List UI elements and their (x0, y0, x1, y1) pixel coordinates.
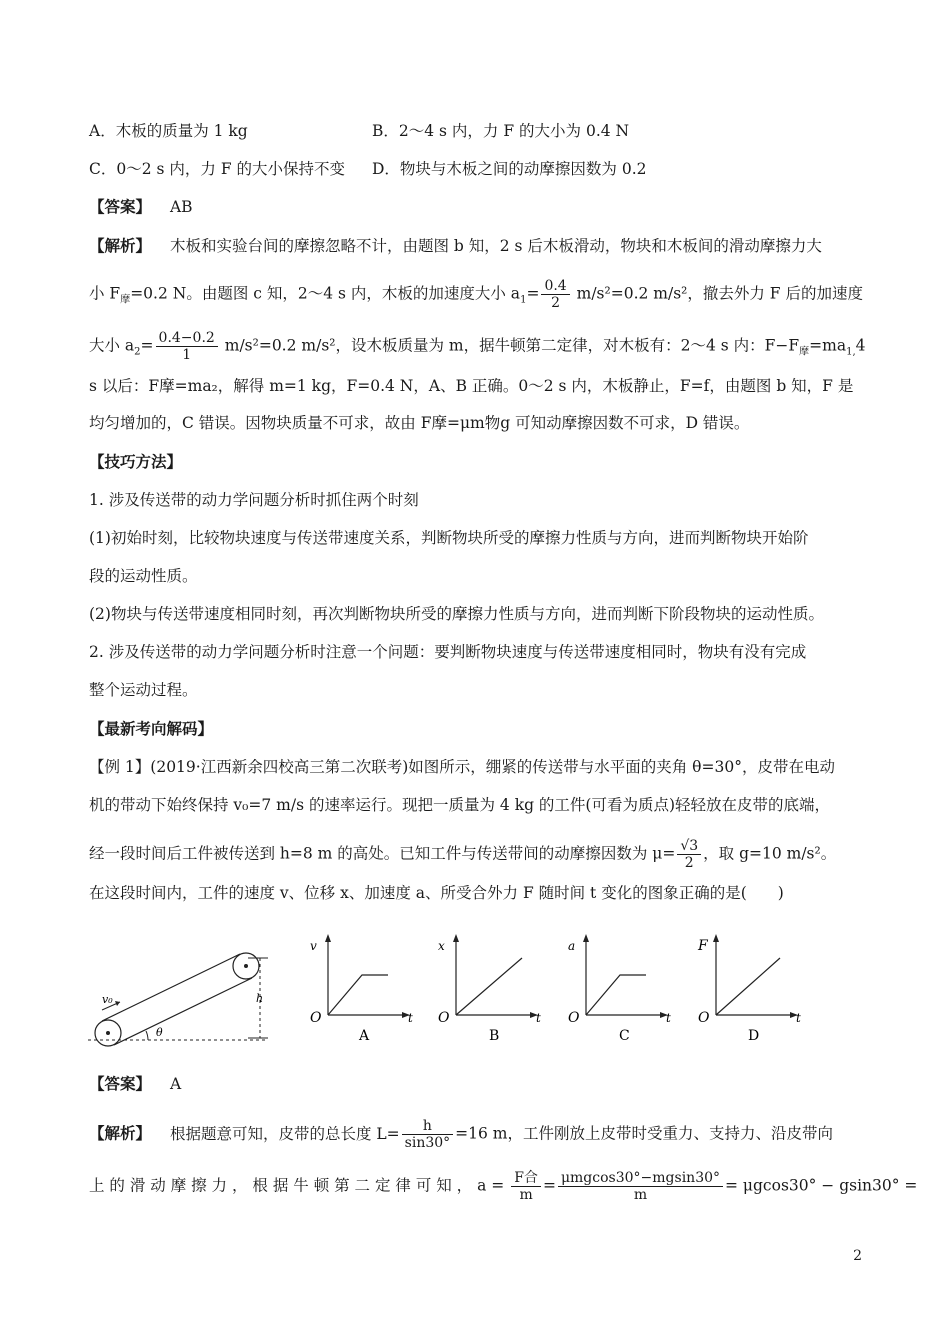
example-line-2: 机的带动下始终保持 v₀=7 m/s 的速率运行。现把一质量为 4 kg 的工件(可看为质点)轻轻放在皮带的底端， (89, 796, 831, 814)
example-line-4: 在这段时间内，工件的速度 v、位移 x、加速度 a、所受合外力 F 随时间 t 变化的图象正确的是( ) (89, 884, 784, 902)
v0-label: v₀ (102, 993, 113, 1006)
frac-num: 0.4 (541, 278, 569, 295)
analysis-text: =16 m，工件刚放上皮带时受重力、支持力、沿皮带向 (455, 1124, 834, 1143)
analysis-text: 小 F (89, 284, 121, 303)
analysis-1-line-2: 小 $F_摩=0.2$ N。由题图 c 知，2～4 s 内，木板的加速度大小 $a_1=$ $\frac{0.4}{2}$ m/s²=0.2 m/s²，撤去外力 F 后的加速度 (89, 278, 863, 311)
graph-c (568, 934, 671, 1044)
latest-heading: 【最新考向解码】 (89, 719, 214, 738)
example-line-3 (89, 838, 836, 871)
answer-value: AB (169, 198, 193, 216)
frac-num: h (402, 1118, 454, 1135)
analysis-text: 4 (855, 336, 866, 355)
frac-den: m (633, 1187, 648, 1203)
graph-b-xlabel: t (536, 1011, 541, 1025)
graph-a-curve (328, 975, 388, 1015)
option-b: B．2～4 s 内，力 F 的大小为 0.4 N (372, 122, 630, 140)
analysis-2-line-1 (89, 1118, 833, 1151)
analysis-text: 大小 a (89, 336, 135, 355)
analysis-1-line-5: 均匀增加的，C 错误。因物块质量不可求，故由 F摩=μm物g 可知动摩擦因数不可求，D 错误。 (89, 414, 750, 432)
analysis-label: 【解析】 (89, 1123, 152, 1143)
graph-d-xlabel: t (796, 1011, 801, 1025)
tips-p2a: (1)初始时刻，比较物块速度与传送带速度关系，判断物块所受的摩擦力性质与方向，进而判断物块开始阶 (89, 529, 809, 547)
analysis-2-line-2 (89, 1170, 917, 1203)
option-d: D．物块与木板之间的动摩擦因数为 0.2 (372, 160, 647, 178)
example-text: ，取 g=10 m/s²。 (703, 844, 837, 863)
fraction-mu (677, 838, 701, 871)
graph-b-caption: B (489, 1028, 500, 1044)
conveyor-belt-diagram (88, 953, 268, 1046)
analysis-text: 上 的 滑 动 摩 擦 力 ， 根 据 牛 顿 第 二 定 律 可 知 ， a = (89, 1176, 505, 1195)
example-figure (88, 930, 828, 1050)
tips-p4a: 2. 涉及传送带的动力学问题分析时注意一个问题：要判断物块速度与传送带速度相同时，物块有没有完成 (89, 643, 807, 661)
frac-den: 1 (182, 347, 192, 363)
analysis-text: 根据题意可知，皮带的总长度 L= (169, 1124, 400, 1143)
example-line-1: 【例 1】(2019·江西新余四校高三第二次联考)如图所示，绷紧的传送带与水平面的夹角 θ=30°，皮带在电动 (89, 758, 835, 776)
analysis-1-line-3: 大小 $a_2=$ $\frac{0.4-0.2}{1}$ m/s²=0.2 m/s²，设木板质量为 m，据牛顿第二定律，对木板有：2～4 s 内：$F-F_摩=ma_{1,}4$ (89, 330, 866, 363)
h-label: h (256, 992, 264, 1005)
analysis-1-line-1 (89, 235, 822, 257)
graph-c-origin: O (568, 1010, 580, 1026)
graph-a-origin: O (310, 1010, 322, 1026)
fraction-a (511, 1170, 541, 1203)
graph-a-xlabel: t (408, 1011, 413, 1025)
option-a: A．木板的质量为 1 kg (89, 122, 248, 140)
frac-den: sin30° (404, 1135, 451, 1151)
graph-d-curve (716, 958, 780, 1015)
tips-p3: (2)物块与传送带速度相同时刻，再次判断物块所受的摩擦力性质与方向，进而判断下阶段物块的运动性质。 (89, 605, 824, 623)
graph-c-ylabel: a (568, 939, 576, 953)
graph-b (438, 934, 541, 1044)
graph-b-origin: O (438, 1010, 450, 1026)
tips-p4b: 整个运动过程。 (89, 681, 198, 699)
graph-d-caption: D (748, 1028, 760, 1044)
analysis-text: = (542, 1176, 556, 1195)
tips-p2b: 段的运动性质。 (89, 567, 198, 585)
graph-c-caption: C (619, 1028, 630, 1044)
graph-d (697, 934, 801, 1044)
frac-den: 2 (551, 295, 561, 311)
answer-2 (89, 1073, 181, 1095)
analysis-text: =ma (809, 336, 847, 355)
analysis-text: m/s²=0.2 m/s²，设木板质量为 m，据牛顿第二定律，对木板有：2～4 s 内：F−F (224, 336, 800, 355)
graph-c-xlabel: t (666, 1011, 671, 1025)
analysis-1-line-4: s 以后：F摩=ma₂，解得 m=1 kg，F=0.4 N，A、B 正确。0～2 s 内，木板静止，F=f，由题图 b 知，F 是 (89, 377, 854, 395)
graph-d-origin: O (698, 1010, 710, 1026)
fraction-length (402, 1118, 454, 1151)
graph-b-curve (456, 958, 522, 1015)
analysis-text: =0.2 N。由题图 c 知，2～4 s 内，木板的加速度大小 a (130, 284, 521, 303)
graph-a-caption: A (359, 1028, 370, 1044)
frac-num: √3 (677, 838, 701, 855)
analysis-text: 木板和实验台间的摩擦忽略不计，由题图 b 知，2 s 后木板滑动，物块和木板间的滑动摩擦力大 (169, 237, 822, 255)
theta-label: θ (156, 1026, 163, 1039)
frac-num: μmgcos30°−mgsin30° (558, 1170, 723, 1187)
graph-c-curve (586, 975, 646, 1015)
graph-a-ylabel: v (310, 939, 317, 953)
answer-1 (89, 196, 193, 218)
tips-p1: 1. 涉及传送带的动力学问题分析时抓住两个时刻 (89, 491, 419, 509)
subscript: 摩 (799, 346, 810, 358)
graph-b-ylabel: x (438, 939, 445, 953)
frac-den: m (519, 1187, 533, 1203)
fraction-accel-2 (156, 330, 218, 363)
answer-label: 【答案】 (89, 1074, 152, 1093)
graph-a (310, 934, 413, 1044)
frac-num: F合 (511, 1170, 541, 1187)
answer-label: 【答案】 (89, 197, 152, 216)
subscript: 摩 (120, 294, 131, 306)
frac-num: 0.4−0.2 (156, 330, 218, 347)
example-text: 经一段时间后工件被传送到 h=8 m 的高处。已知工件与传送带间的动摩擦因数为 μ= (89, 844, 676, 863)
answer-value: A (169, 1075, 182, 1093)
page-number: 2 (853, 1248, 862, 1264)
graph-d-ylabel: F (698, 938, 708, 954)
option-c: C．0～2 s 内，力 F 的大小保持不变 (89, 160, 346, 178)
analysis-label: 【解析】 (89, 236, 152, 255)
analysis-text: = μgcos30° − gsin30° = (725, 1176, 918, 1195)
frac-den: 2 (684, 855, 694, 871)
tips-heading: 【技巧方法】 (89, 452, 183, 471)
fraction-a-expanded (558, 1170, 723, 1203)
fraction-accel-1 (541, 278, 569, 311)
analysis-text: m/s²=0.2 m/s²，撤去外力 F 后的加速度 (576, 284, 863, 303)
